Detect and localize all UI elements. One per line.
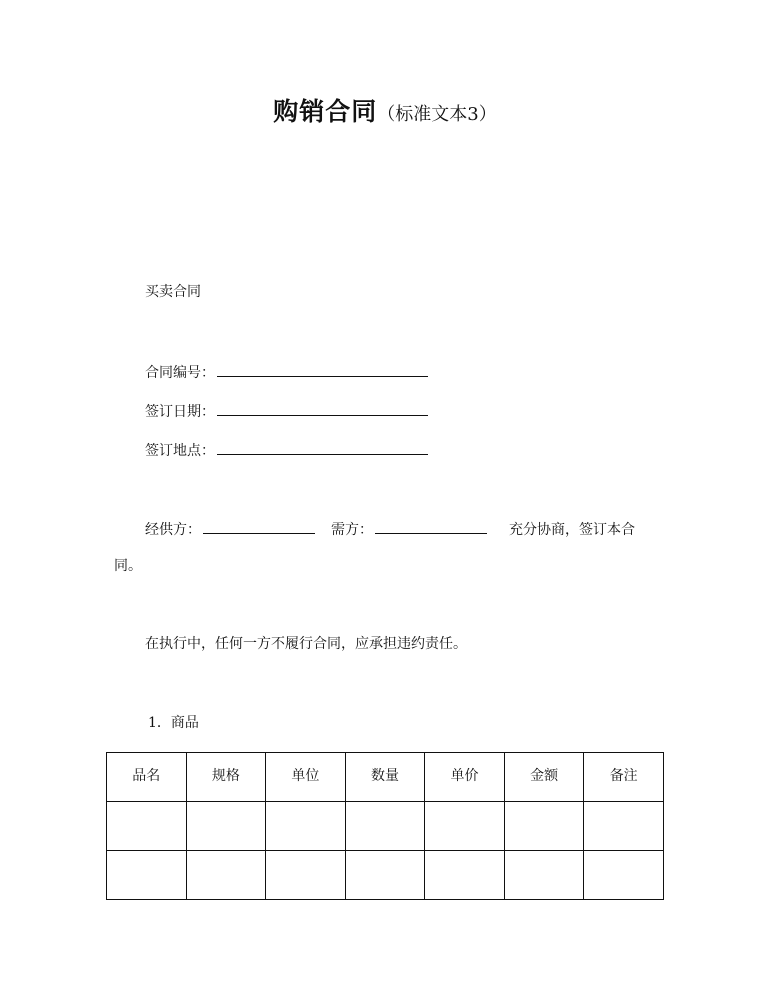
header-cell: 金额 bbox=[504, 753, 584, 802]
header-cell: 单价 bbox=[425, 753, 505, 802]
document-title bbox=[0, 92, 770, 128]
header-cell: 规格 bbox=[186, 753, 266, 802]
parties-text: 充分协商，签订本合 bbox=[509, 522, 635, 538]
contract-number-blank[interactable] bbox=[217, 360, 428, 377]
field-label: 签订地点： bbox=[145, 443, 215, 459]
sign-place-blank[interactable] bbox=[217, 438, 428, 455]
table-cell[interactable] bbox=[186, 802, 266, 851]
supplier-blank[interactable] bbox=[203, 517, 315, 534]
field-sign-place bbox=[145, 438, 428, 461]
sign-date-blank[interactable] bbox=[217, 399, 428, 416]
table-cell[interactable] bbox=[504, 851, 584, 900]
table-header-row bbox=[107, 753, 664, 802]
table-cell[interactable] bbox=[186, 851, 266, 900]
parties-continued: 同。 bbox=[114, 558, 142, 574]
header-cell: 备注 bbox=[584, 753, 664, 802]
table-cell[interactable] bbox=[345, 802, 425, 851]
table-row bbox=[107, 802, 664, 851]
section-goods-heading: 1．商品 bbox=[148, 715, 199, 731]
table-cell[interactable] bbox=[425, 851, 505, 900]
field-sign-date bbox=[145, 399, 428, 422]
field-label: 合同编号： bbox=[145, 365, 215, 381]
title-main: 购销合同 bbox=[273, 97, 378, 126]
table-cell[interactable] bbox=[107, 851, 187, 900]
header-cell: 单位 bbox=[266, 753, 346, 802]
table-row bbox=[107, 851, 664, 900]
parties-line bbox=[145, 517, 635, 540]
table-cell[interactable] bbox=[266, 851, 346, 900]
supplier-label: 经供方： bbox=[145, 522, 201, 538]
field-contract-number bbox=[145, 360, 428, 383]
header-cell: 品名 bbox=[107, 753, 187, 802]
table-cell[interactable] bbox=[266, 802, 346, 851]
table-cell[interactable] bbox=[107, 802, 187, 851]
liability-clause: 在执行中，任何一方不履行合同，应承担违约责任。 bbox=[145, 636, 467, 652]
title-subtitle: （标准文本3） bbox=[377, 104, 497, 125]
buyer-label: 需方： bbox=[331, 522, 373, 538]
table-cell[interactable] bbox=[504, 802, 584, 851]
table-cell[interactable] bbox=[584, 802, 664, 851]
contract-name: 买卖合同 bbox=[145, 284, 201, 300]
table-cell[interactable] bbox=[345, 851, 425, 900]
table-cell[interactable] bbox=[425, 802, 505, 851]
table-cell[interactable] bbox=[584, 851, 664, 900]
goods-table bbox=[106, 752, 664, 900]
buyer-blank[interactable] bbox=[375, 517, 487, 534]
header-cell: 数量 bbox=[345, 753, 425, 802]
field-label: 签订日期： bbox=[145, 404, 215, 420]
